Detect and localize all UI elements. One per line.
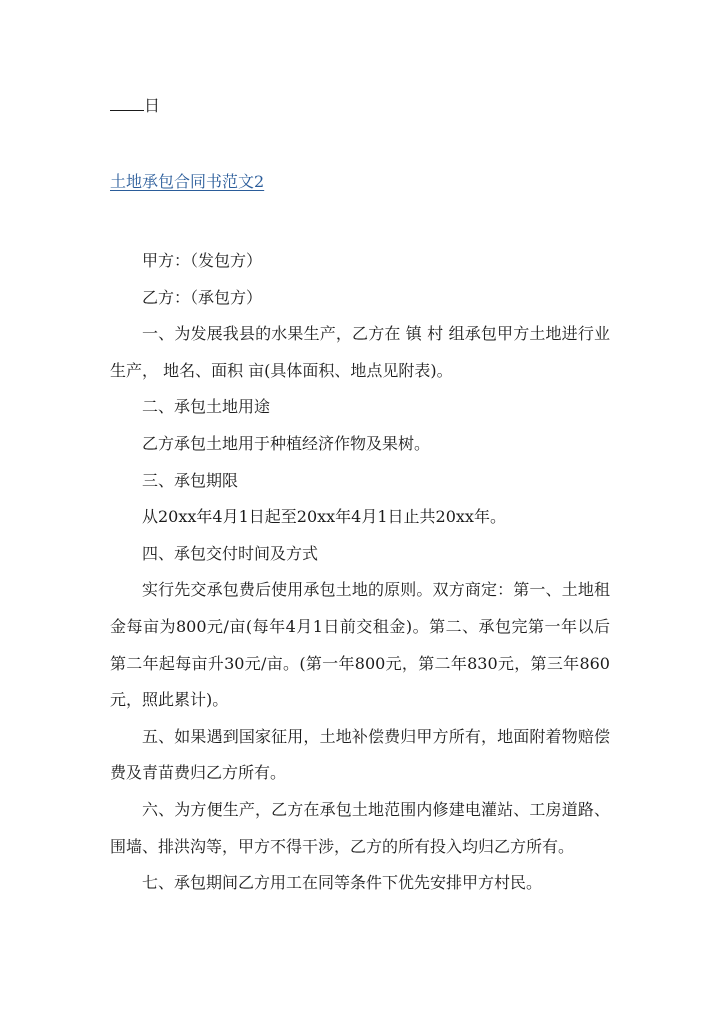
date-suffix: 日	[144, 96, 161, 115]
paragraph-clause-1: 一、为发展我县的水果生产，乙方在 镇 村 组承包甲方土地进行业生产， 地名、面积 亩(具体面积、地点见附表)。	[110, 324, 610, 380]
contract-body	[110, 243, 610, 902]
paragraph-clause-6: 六、为方便生产，乙方在承包土地范围内修建电灌站、工房道路、围墙、排洪沟等，甲方不得干涉，乙方的所有投入均归乙方所有。	[110, 799, 610, 856]
paragraph-heading-4: 四、承包交付时间及方式	[142, 543, 319, 563]
date-blank	[110, 94, 144, 111]
paragraph-clause-2: 乙方承包土地用于种植经济作物及果树。	[142, 433, 431, 453]
paragraph-heading-2: 二、承包土地用途	[142, 397, 271, 417]
date-line	[110, 94, 160, 118]
paragraph-clause-4: 实行先交承包费后使用承包土地的原则。双方商定：第一、土地租金每亩为800元/亩(每年4月1日前交租金)。第二、承包完第一年以后第二年起每亩升30元/亩。(第一年800元，第二年830元，第三年860元，照此累计)。	[110, 580, 610, 710]
section-title-link[interactable]: 土地承包合同书范文2	[110, 172, 265, 191]
paragraph-clause-3: 从20xx年4月1日起至20xx年4月1日止共20xx年。	[142, 507, 506, 527]
paragraph-clause-7: 七、承包期间乙方用工在同等条件下优先安排甲方村民。	[142, 873, 543, 893]
paragraph-party-a: 甲方：（发包方）	[142, 251, 263, 270]
paragraph-heading-3: 三、承包期限	[142, 470, 239, 490]
paragraph-party-b: 乙方：（承包方）	[142, 287, 263, 307]
paragraph-clause-5: 五、如果遇到国家征用，土地补偿费归甲方所有，地面附着物赔偿费及青苗费归乙方所有。	[110, 726, 610, 783]
